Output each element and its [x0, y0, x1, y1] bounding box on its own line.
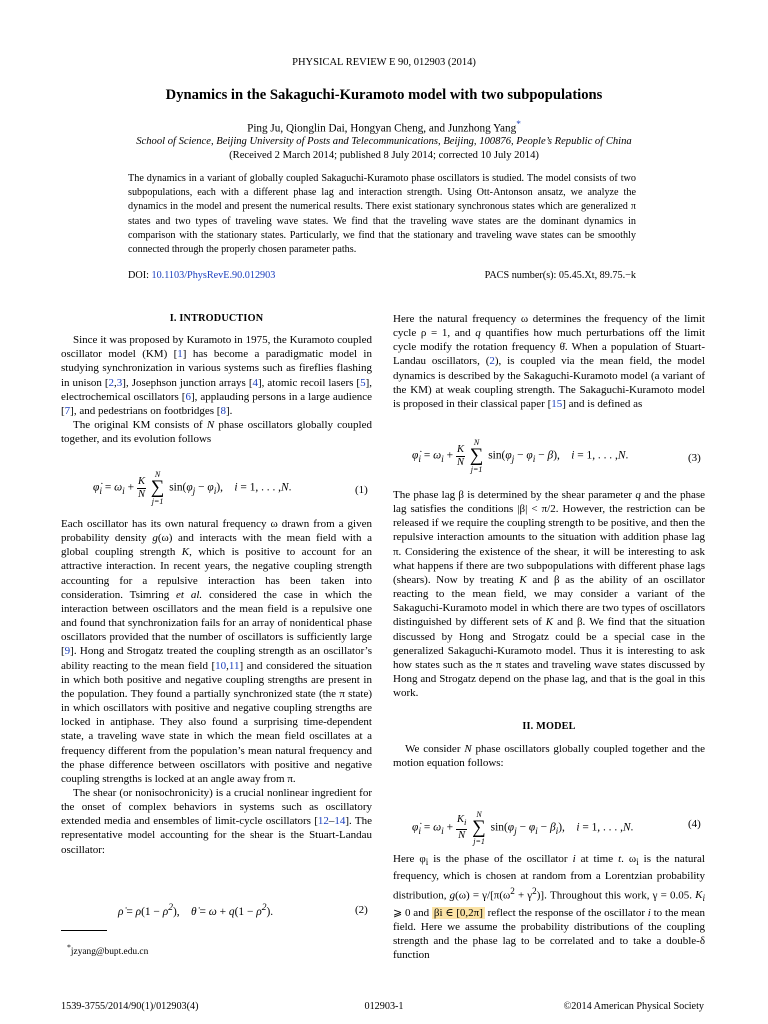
equation-4: $\varphi̇_i = \omega_i$ + $\frac{K_i}{N}$ N ∑ j=1 $\sin(\varphi_j - \varphi_i - \beta_i)$, i = 1, . . . ,N.: [412, 810, 634, 846]
equation-2: ρ̇ = $\rho(1 - \rho^2)$, θ̇ = $\omega + q(1 - \rho^2)$.: [118, 903, 274, 918]
footnote-rule: [61, 930, 107, 931]
equation-number-1: (1): [355, 484, 368, 496]
pacs-numbers: PACS number(s): 05.45.Xt, 89.75.−k: [484, 270, 636, 281]
intro-paragraph-3: Each oscillator has its own natural frequency ω drawn from a given probability density g(ω) and interacts with the mean field with a global coupling strength K, which is positive to account for an attractive interaction. In recent years, the negative coupling strength accounting for a repulsive interaction has been taken into consideration. Tsimring et al. considered the case in which the interaction between oscillators and the mean field is a repulsive one and found that synchronization fails for an array of nonidentical phase oscillators provided that the number of oscillators is sufficiently large [9]. Hong and Strogatz treated the coupling strength as an oscillator’s ability reacting to the mean field [10,11] and considered the situation in which both positive and negative coupling strengths are present in the population. They found a partially synchronized state (the π state) in which oscillators with positive and negative coupling strengths are locked in antiphase. They also found a surprising time-dependent state, a traveling wave state in which the mean field oscillates at a frequency different from the population’s mean natural frequency and the phase difference between oscillators with positive and negative coupling strengths is locked at an angle away from π.: [61, 518, 373, 785]
footer-issn: 1539-3755/2014/90(1)/012903(4): [61, 1001, 199, 1012]
paragraph-oscillator-phase: Here $\varphi_i$ is the phase of the oscillator i at time t. $\omega_i$ is the natural frequency, which is chosen at random from a Lorentzian probability distribution, $g(\omega) = \gamma/[\pi(\omega^2 + \gamma^2)]$. Throughout this work, γ = 0.05. $K_i$ ⩾ 0 and βi ∈ [0,2π] reflect the response of the oscillator i to the mean field. Here we assume the probability distributions of the coupling strength and the phase lag to be correlated and to take a double-δ function: [393, 853, 705, 961]
intro-paragraph-1: Since it was proposed by Kuramoto in 1975, the Kuramoto coupled oscillator model (KM) [1] has become a paradigmatic model in studying synchronization in various systems such as fireflies flashing in unison [2,3], Josephson junction arrays [4], atomic recoil lasers [5], electrochemical oscillators [6], applauding persons in a large audience [7], and pedestrians on footbridges [8].: [61, 334, 372, 417]
authors: Ping Ju, Qionglin Dai, Hongyan Cheng, and Junzhong Yang*: [247, 120, 521, 135]
intro-section: [61, 312, 372, 446]
equation-number-2: (2): [355, 904, 368, 916]
footnote: *jzyang@bupt.edu.cn: [67, 943, 149, 958]
section-heading-model: II. MODEL: [522, 721, 576, 733]
footnote-email[interactable]: jzyang@bupt.edu.cn: [70, 947, 149, 958]
equation-1: $\varphi̇_i = \omega_i$ + $\frac{K}{N}$ N ∑ j=1 $\sin(\varphi_j - \varphi_i)$, i = 1, . . . ,N.: [93, 470, 292, 506]
section-heading-intro: I. INTRODUCTION: [169, 313, 264, 324]
footer-copyright: ©2014 American Physical Society: [563, 1001, 704, 1012]
doi-line: DOI: 10.1103/PhysRevE.90.012903: [128, 270, 276, 281]
highlighted-condition: βi ∈ [0,2π]: [433, 906, 483, 919]
paragraph-model: We consider N phase oscillators globally coupled together and the motion equation follows:: [393, 742, 705, 769]
right-column-middle: [393, 488, 705, 770]
equation-number-3: (3): [688, 452, 701, 464]
doi-link[interactable]: 10.1103/PhysRevE.90.012903: [151, 270, 276, 281]
intro-continued: [61, 517, 372, 857]
right-column-bottom: [393, 852, 705, 962]
paper-title: Dynamics in the Sakaguchi-Kuramoto model with two subpopulations: [165, 87, 603, 103]
paragraph-phase-lag: The phase lag β is determined by the shear parameter q and the phase lag satisfies the conditions |β| < π/2. However, the restriction can be released if we require the coupling strength to be positive, and then the repulsive interaction amounts to the situation with addition phase lag π. Considering the existence of the shear, it will be interesting to ask what happens if there are two subpopulations with different phase lags (shears). Now by treating K and β as the ability of an oscillator reacting to the mean field, we may consider a variant of the Sakaguchi-Kuramoto model in which there are two types of oscillators distinguished by different sets of K and β. We find that the situation discussed by Hong and Strogatz could be a special case in the generalized Sakaguchi-Kuramoto model. Thus it is interesting to ask how states such as the π states and traveling wave states discussed by Hong and Strogatz depend on the phase lag, and that is the goal in this work.: [393, 489, 706, 700]
equation-3: $\varphi̇_i = \omega_i$ + $\frac{K}{N}$ N ∑ j=1 $\sin(\varphi_j - \varphi_i - \beta)$, i = 1, . . . ,N.: [412, 438, 629, 474]
journal-header: PHYSICAL REVIEW E 90, 012903 (2014): [292, 57, 476, 68]
equation-number-4: (4): [688, 818, 701, 830]
right-column-top: [393, 312, 705, 411]
intro-paragraph-4: The shear (or nonisochronicity) is a crucial nonlinear ingredient for the onset of complex behaviors in systems such as oscillatory extended media and ensembles of limit-cycle oscillators [12–14]. The representative model accounting for the shear is the Stuart-Landau oscillator:: [61, 786, 372, 856]
received-dates: (Received 2 March 2014; published 8 July 2014; corrected 10 July 2014): [229, 150, 539, 161]
affiliation: School of Science, Beijing University of Posts and Telecommunications, Beijing, 100876, People’s Republic of China: [136, 136, 632, 147]
author-footnote-link[interactable]: *: [516, 120, 521, 130]
abstract: The dynamics in a variant of globally coupled Sakaguchi-Kuramoto phase oscillators is studied. The model consists of two subpopulations, each with a different phase lag and interaction strength. Using Ott-Antonson ansatz, we analyze the dynamics in the model and present the numerical results. There exist stationary synchronous states which are generalized π states and two types of traveling wave states. We find that the traveling wave states are the dominant dynamics in comparison with the stationary states. Particularly, we find that the stationary and traveling wave states can be smoothly connected through the properly chosen parameter paths.: [128, 173, 636, 256]
footer-page-number: 012903-1: [364, 1001, 404, 1012]
intro-paragraph-2: The original KM consists of N phase oscillators globally coupled together, and its evolution follows: [61, 419, 372, 446]
paragraph-natural-frequency: Here the natural frequency ω determines the frequency of the limit cycle ρ = 1, and q quantifies how much perturbations off the limit cycle modify the rotation frequency θ̇. When a population of Stuart-Landau oscillators, (2), is coupled via the mean field, the model dynamics is described by the Sakaguchi-Kuramoto model (a variant of the KM) at weak coupling strength. The Sakaguchi-Kuramoto model is proposed in their classical paper [15] and is defined as: [393, 313, 706, 410]
